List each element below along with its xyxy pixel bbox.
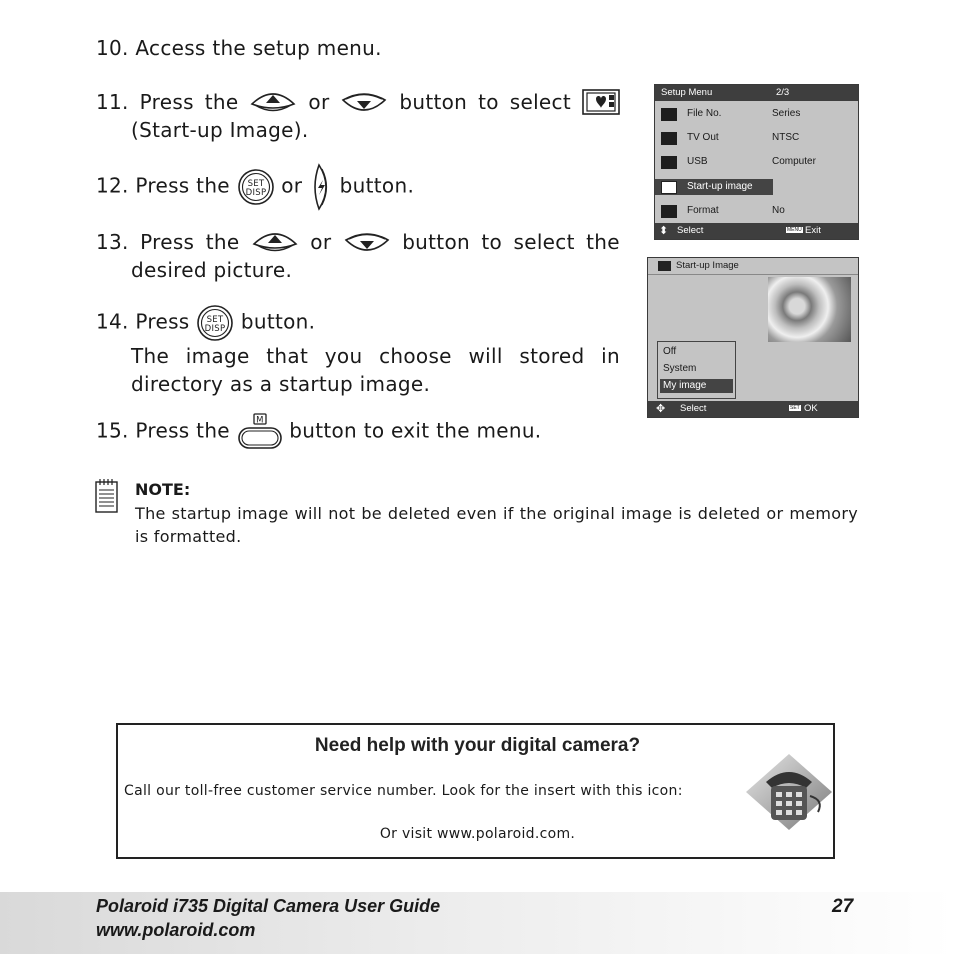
navigate-arrows-icon: ⬍: [659, 225, 669, 237]
setup-menu-screen: [654, 84, 859, 240]
option-my-image[interactable]: My image: [663, 380, 707, 391]
setup-menu-title: Setup Menu: [661, 87, 713, 98]
startup-image-screen: [647, 257, 859, 418]
step-word: or: [308, 90, 330, 114]
format-icon: [661, 205, 677, 218]
row-label: File No.: [687, 108, 722, 119]
option-system[interactable]: System: [663, 363, 697, 374]
footer-select: Select: [680, 403, 707, 414]
row-label: USB: [687, 156, 708, 167]
telephone-icon: [744, 752, 834, 832]
step-line3: directory as a startup image.: [131, 372, 431, 396]
flash-button-icon: [309, 163, 333, 211]
setup-menu-footer: [655, 223, 858, 239]
step-word: button to exit the menu.: [289, 418, 542, 443]
disp-label: DISP: [204, 324, 226, 334]
down-arrow-button-icon: [343, 230, 391, 254]
row-label: Start-up image: [687, 181, 753, 192]
step-word: the: [205, 230, 240, 254]
step-14: [96, 304, 620, 398]
footer-url[interactable]: www.polaroid.com: [96, 920, 256, 940]
footer-exit: Exit: [805, 225, 821, 236]
help-text: Call our toll-free customer service number. Look for the insert with this icon:: [124, 783, 683, 799]
file-number-icon: [661, 108, 677, 121]
help-title: Need help with your digital camera?: [314, 735, 641, 756]
setup-menu-row[interactable]: [655, 202, 858, 222]
tv-icon: [661, 132, 677, 145]
step-word: Press the: [135, 173, 230, 198]
set-label: SET: [206, 315, 224, 325]
startup-image-icon: [582, 89, 620, 115]
up-arrow-button-icon: [249, 90, 297, 114]
notepad-icon: [94, 478, 120, 514]
step-word: to: [478, 90, 499, 114]
setup-menu-page: 2/3: [776, 87, 790, 98]
row-label: Format: [687, 205, 719, 216]
note-text: The startup image will not be deleted even if the original image is deleted or memory is formatted.: [135, 504, 858, 546]
step-line2: desired picture.: [131, 258, 293, 282]
row-value: No: [772, 205, 785, 216]
footer-title: Polaroid i735 Digital Camera User Guide: [96, 896, 441, 916]
step-word: button.: [339, 173, 415, 198]
step-13: [96, 228, 620, 284]
page-number: 27: [832, 896, 854, 917]
step-word: Press: [139, 90, 194, 114]
set-disp-button-icon: [196, 304, 234, 342]
step-number: 11.: [96, 90, 129, 114]
usb-icon: [661, 156, 677, 169]
step-number: 10.: [96, 36, 129, 60]
option-off[interactable]: Off: [663, 346, 677, 357]
step-11: [96, 88, 620, 144]
startup-image-icon: [661, 181, 677, 194]
up-arrow-button-icon: [251, 230, 299, 254]
step-word: Press: [140, 230, 195, 254]
step-number: 14.: [96, 309, 129, 334]
footer-select: Select: [677, 225, 704, 236]
menu-button-icon: [237, 412, 283, 452]
step-10: [96, 34, 626, 62]
note-title: NOTE:: [135, 480, 191, 499]
step-word: Press the: [135, 418, 230, 443]
help-box: [116, 723, 835, 859]
set-label: SET: [247, 179, 265, 189]
step-word: button: [399, 90, 468, 114]
step-word: select: [509, 90, 571, 114]
step-word: to: [481, 230, 503, 254]
setup-menu-row[interactable]: [655, 129, 858, 149]
startup-image-icon: [658, 261, 671, 271]
row-label: TV Out: [687, 132, 719, 143]
row-value: NTSC: [772, 132, 800, 143]
footer-ok: OK: [804, 403, 818, 414]
disp-label: DISP: [245, 188, 266, 198]
step-word: Press: [135, 309, 190, 334]
step-text: Access the setup menu.: [135, 36, 382, 60]
setup-menu-header: [655, 85, 858, 101]
setup-menu-row[interactable]: [655, 105, 858, 125]
step-word: or: [281, 173, 303, 198]
down-arrow-button-icon: [340, 90, 388, 114]
help-visit: Or visit www.polaroid.com.: [379, 826, 576, 842]
step-word: or: [310, 230, 332, 254]
page-footer: [0, 892, 954, 954]
navigate-arrows-icon: ✥: [656, 403, 666, 415]
step-word: the: [586, 230, 620, 254]
row-value: Series: [772, 108, 801, 119]
startup-screen-header: [648, 258, 858, 275]
step-word: the: [204, 90, 239, 114]
step-15: [96, 412, 596, 452]
startup-screen-title: Start-up Image: [676, 260, 739, 271]
step-word: button.: [240, 309, 316, 334]
menu-label: M: [255, 415, 264, 426]
startup-screen-footer: [648, 401, 858, 417]
step-word: button: [402, 230, 470, 254]
preview-photo: [768, 277, 851, 342]
step-number: 13.: [96, 230, 129, 254]
step-12: [96, 163, 526, 211]
step-line2: (Start-up Image).: [131, 118, 309, 142]
row-value: Computer: [772, 156, 816, 167]
setup-menu-row-selected[interactable]: [655, 179, 858, 199]
menu-key-icon: MENU: [787, 227, 802, 233]
set-key-icon: SET: [790, 405, 800, 411]
startup-options-list: [657, 341, 736, 399]
setup-menu-row[interactable]: [655, 153, 858, 173]
step-number: 12.: [96, 173, 129, 198]
step-word: select: [513, 230, 575, 254]
step-number: 15.: [96, 418, 129, 443]
set-disp-button-icon: [237, 168, 275, 206]
step-line2: The image that you choose will stored in: [131, 344, 620, 368]
